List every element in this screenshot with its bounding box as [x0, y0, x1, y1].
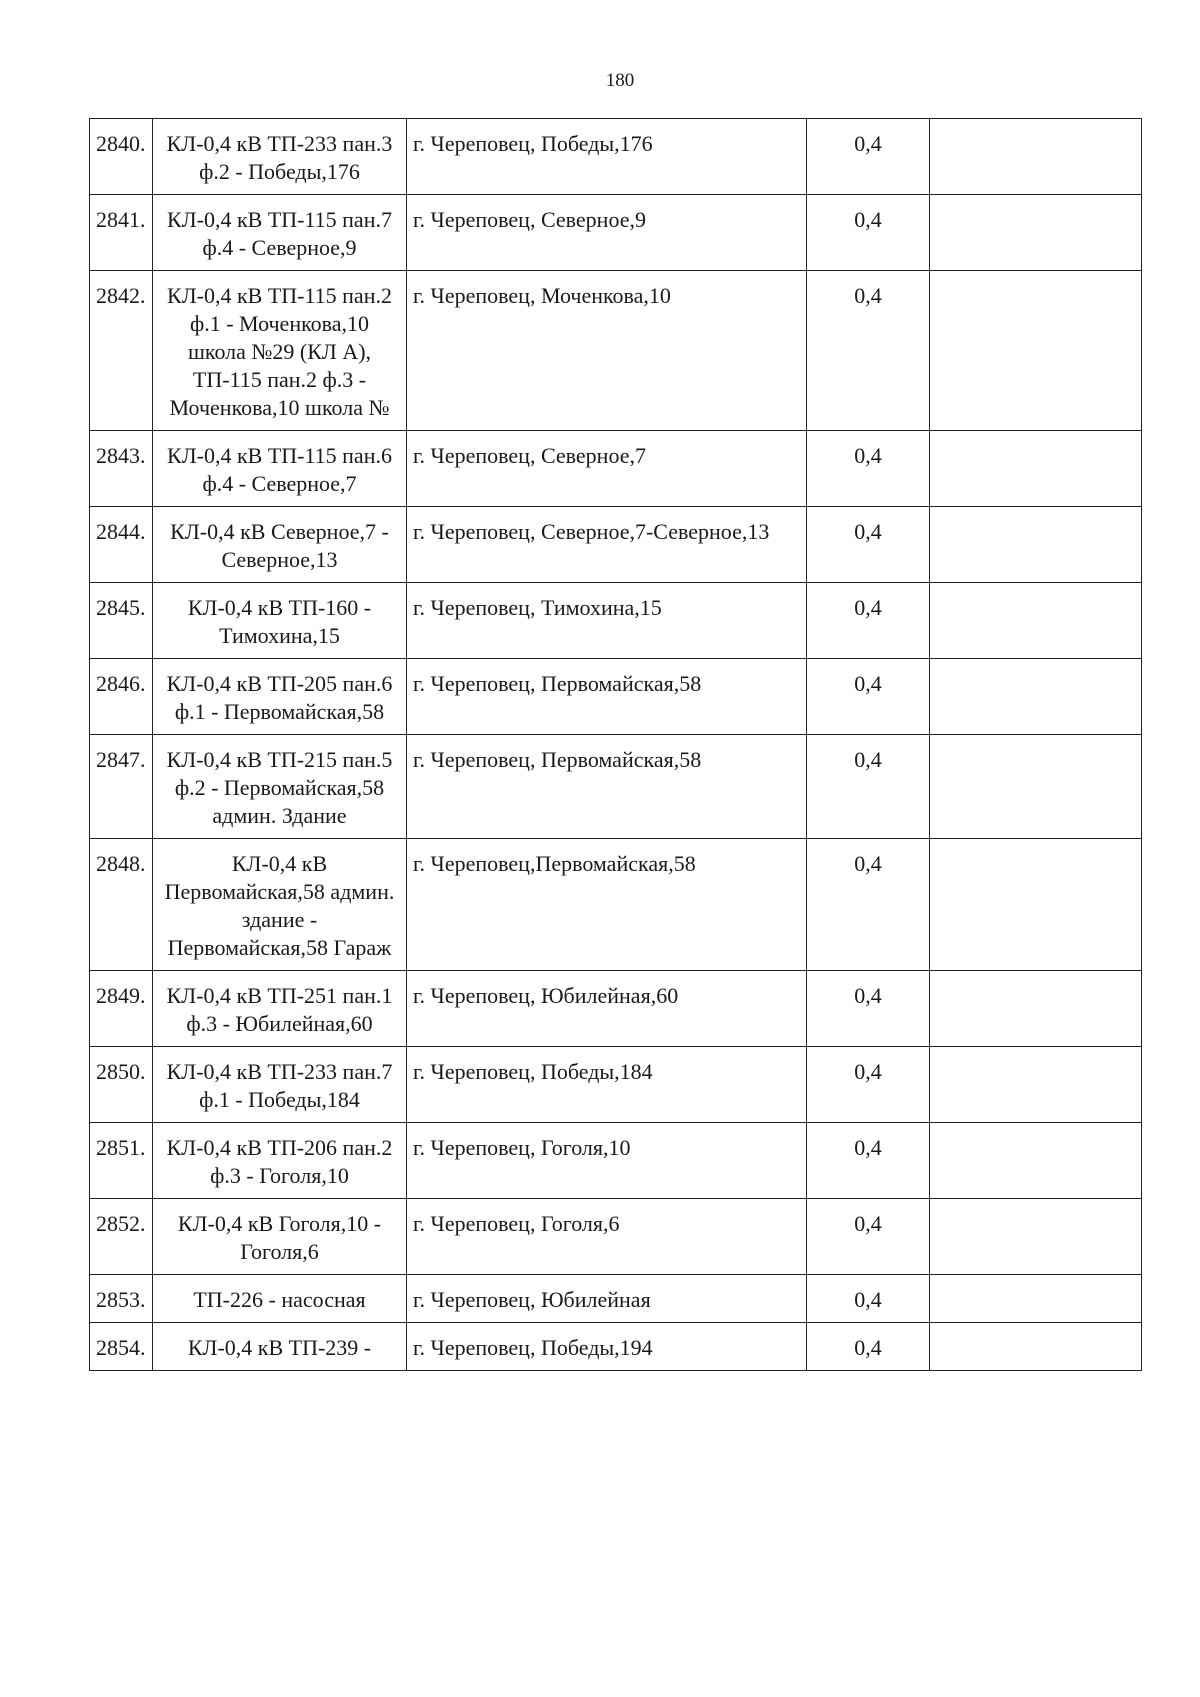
table-row	[90, 971, 1142, 1047]
row-number: 2846.	[90, 659, 153, 735]
object-name: КЛ-0,4 кВ ТП-115 пан.7 ф.4 - Северное,9	[153, 195, 407, 271]
voltage-value: 0,4	[807, 839, 930, 971]
table-row	[90, 1199, 1142, 1275]
empty-cell	[930, 971, 1142, 1047]
object-name: КЛ-0,4 кВ ТП-205 пан.6 ф.1 - Первомайская,58	[153, 659, 407, 735]
object-address: г. Череповец, Победы,194	[407, 1323, 807, 1371]
row-number: 2844.	[90, 507, 153, 583]
row-number: 2847.	[90, 735, 153, 839]
empty-cell	[930, 119, 1142, 195]
voltage-value: 0,4	[807, 195, 930, 271]
table-row	[90, 839, 1142, 971]
registry-table	[89, 118, 1142, 1371]
voltage-value: 0,4	[807, 735, 930, 839]
voltage-value: 0,4	[807, 1047, 930, 1123]
row-number: 2841.	[90, 195, 153, 271]
empty-cell	[930, 271, 1142, 431]
object-name: КЛ-0,4 кВ ТП-115 пан.6 ф.4 - Северное,7	[153, 431, 407, 507]
object-address: г. Череповец, Гоголя,6	[407, 1199, 807, 1275]
row-number: 2850.	[90, 1047, 153, 1123]
object-name: КЛ-0,4 кВ ТП-206 пан.2 ф.3 - Гоголя,10	[153, 1123, 407, 1199]
empty-cell	[930, 839, 1142, 971]
object-address: г. Череповец,Первомайская,58	[407, 839, 807, 971]
table-row	[90, 195, 1142, 271]
object-name: ТП-226 - насосная	[153, 1275, 407, 1323]
empty-cell	[930, 195, 1142, 271]
object-name: КЛ-0,4 кВ ТП-160 - Тимохина,15	[153, 583, 407, 659]
object-address: г. Череповец, Юбилейная	[407, 1275, 807, 1323]
page-number: 180	[605, 70, 635, 91]
table-row	[90, 583, 1142, 659]
object-address: г. Череповец, Победы,184	[407, 1047, 807, 1123]
voltage-value: 0,4	[807, 659, 930, 735]
row-number: 2852.	[90, 1199, 153, 1275]
object-address: г. Череповец, Северное,7-Северное,13	[407, 507, 807, 583]
table-row	[90, 119, 1142, 195]
voltage-value: 0,4	[807, 971, 930, 1047]
voltage-value: 0,4	[807, 1275, 930, 1323]
table-row	[90, 659, 1142, 735]
table-row	[90, 1275, 1142, 1323]
object-address: г. Череповец, Первомайская,58	[407, 735, 807, 839]
row-number: 2842.	[90, 271, 153, 431]
empty-cell	[930, 431, 1142, 507]
object-address: г. Череповец, Первомайская,58	[407, 659, 807, 735]
empty-cell	[930, 735, 1142, 839]
voltage-value: 0,4	[807, 1123, 930, 1199]
empty-cell	[930, 1047, 1142, 1123]
table-row	[90, 507, 1142, 583]
object-address: г. Череповец, Северное,9	[407, 195, 807, 271]
empty-cell	[930, 507, 1142, 583]
object-address: г. Череповец, Гоголя,10	[407, 1123, 807, 1199]
row-number: 2848.	[90, 839, 153, 971]
voltage-value: 0,4	[807, 1199, 930, 1275]
voltage-value: 0,4	[807, 1323, 930, 1371]
voltage-value: 0,4	[807, 119, 930, 195]
table-row	[90, 1323, 1142, 1371]
voltage-value: 0,4	[807, 431, 930, 507]
object-address: г. Череповец, Победы,176	[407, 119, 807, 195]
empty-cell	[930, 1199, 1142, 1275]
object-address: г. Череповец, Юбилейная,60	[407, 971, 807, 1047]
row-number: 2851.	[90, 1123, 153, 1199]
row-number: 2845.	[90, 583, 153, 659]
table-row	[90, 1123, 1142, 1199]
object-name: КЛ-0,4 кВ Гоголя,10 - Гоголя,6	[153, 1199, 407, 1275]
row-number: 2853.	[90, 1275, 153, 1323]
table-row	[90, 1047, 1142, 1123]
empty-cell	[930, 583, 1142, 659]
row-number: 2840.	[90, 119, 153, 195]
object-name: КЛ-0,4 кВ ТП-115 пан.2 ф.1 - Моченкова,10 школа №29 (КЛ А), ТП-115 пан.2 ф.3 - Моченкова,10 школа №	[153, 271, 407, 431]
empty-cell	[930, 1123, 1142, 1199]
voltage-value: 0,4	[807, 271, 930, 431]
object-name: КЛ-0,4 кВ ТП-233 пан.7 ф.1 - Победы,184	[153, 1047, 407, 1123]
object-name: КЛ-0,4 кВ Северное,7 - Северное,13	[153, 507, 407, 583]
voltage-value: 0,4	[807, 583, 930, 659]
empty-cell	[930, 1323, 1142, 1371]
object-name: КЛ-0,4 кВ ТП-239 -	[153, 1323, 407, 1371]
object-name: КЛ-0,4 кВ Первомайская,58 админ. здание - Первомайская,58 Гараж	[153, 839, 407, 971]
object-name: КЛ-0,4 кВ ТП-251 пан.1 ф.3 - Юбилейная,60	[153, 971, 407, 1047]
row-number: 2849.	[90, 971, 153, 1047]
object-address: г. Череповец, Тимохина,15	[407, 583, 807, 659]
empty-cell	[930, 1275, 1142, 1323]
table-row	[90, 735, 1142, 839]
object-name: КЛ-0,4 кВ ТП-215 пан.5 ф.2 - Первомайская,58 админ. Здание	[153, 735, 407, 839]
object-address: г. Череповец, Северное,7	[407, 431, 807, 507]
object-address: г. Череповец, Моченкова,10	[407, 271, 807, 431]
voltage-value: 0,4	[807, 507, 930, 583]
empty-cell	[930, 659, 1142, 735]
row-number: 2843.	[90, 431, 153, 507]
registry-table-body	[90, 119, 1142, 1371]
row-number: 2854.	[90, 1323, 153, 1371]
table-row	[90, 431, 1142, 507]
object-name: КЛ-0,4 кВ ТП-233 пан.3 ф.2 - Победы,176	[153, 119, 407, 195]
table-row	[90, 271, 1142, 431]
